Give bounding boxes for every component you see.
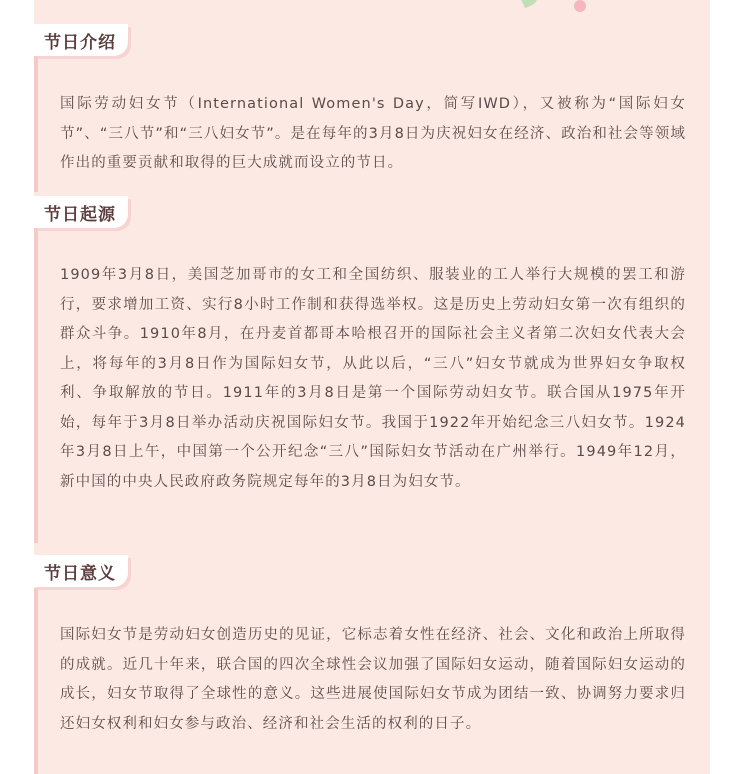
flower-dot-decoration bbox=[574, 0, 586, 12]
section-accent-stripe bbox=[34, 588, 38, 774]
section-body-intro: 国际劳动妇女节（International Women's Day，简写IWD），又被称为“国际妇女节”、“三八节”和“三八妇女节”。是在每年的3月8日为庆祝妇女在经济、政治和社会等领域作出的重要贡献和取得的巨大成就而设立的节日。 bbox=[60, 96, 686, 171]
section-body-significance: 国际妇女节是劳动妇女创造历史的见证，它标志着女性在经济、社会、文化和政治上所取得的成就。近几十年来，联合国的四次全球性会议加强了国际妇女运动，随着国际妇女运动的成长，妇女节取得了全球性的意义。这些进展使国际妇女节成为团结一致、协调努力要求归还妇女权利和妇女参与政治、经济和社会生活的权利的日子。 bbox=[60, 627, 686, 732]
section-accent-stripe bbox=[34, 56, 38, 192]
section-heading-text: 节日意义 bbox=[44, 563, 116, 584]
section-accent-stripe bbox=[34, 228, 38, 543]
section-body-origin: 1909年3月8日，美国芝加哥市的女工和全国纺织、服装业的工人举行大规模的罢工和游行，要求增加工资、实行8小时工作制和获得选举权。这是历史上劳动妇女第一次有组织的群众斗争。1910年8月，在丹麦首都哥本哈根召开的国际社会主义者第二次妇女代表大会上，将每年的3月8日作为国际妇女节，从此以后，“三八”妇女节就成为世界妇女争取权利、争取解放的节日。1911年的3月8日是第一个国际劳动妇女节。联合国从1975年开始，每年于3月8日举办活动庆祝国际妇女节。我国于1922年开始纪念三八妇女节。1924年3月8日上午，中国第一个公开纪念“三八”国际妇女节活动在广州举行。1949年12月，新中国的中央人民政府政务院规定每年的3月8日为妇女节。 bbox=[60, 267, 686, 490]
section-heading-origin bbox=[34, 196, 128, 228]
section-heading-significance bbox=[34, 555, 128, 587]
section-heading-intro bbox=[34, 24, 128, 56]
section-heading-text: 节日介绍 bbox=[44, 32, 116, 53]
section-heading-text: 节日起源 bbox=[44, 204, 116, 225]
